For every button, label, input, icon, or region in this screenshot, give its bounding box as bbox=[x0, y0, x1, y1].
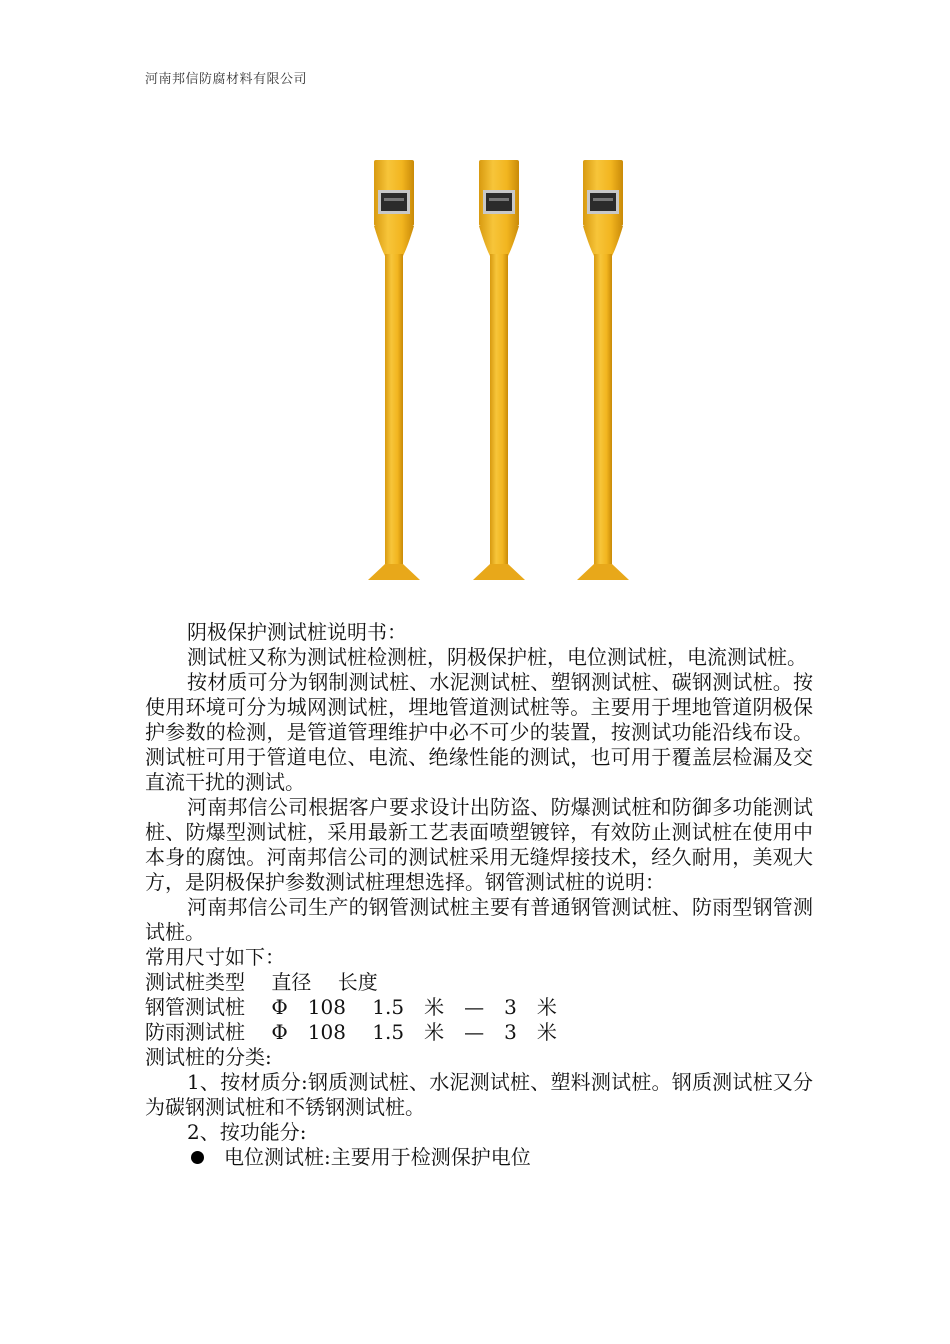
sizes-table-header: 测试桩类型 直径 长度 bbox=[145, 970, 378, 994]
classification-by-material: 1、按材质分:钢质测试桩、水泥测试桩、塑料测试桩。钢质测试桩又分为碳钢测试桩和不锈钢测试桩。 bbox=[145, 1070, 813, 1119]
sizes-row-rainproof: 防雨测试桩 Φ 108 1.5 米 — 3 米 bbox=[145, 1020, 557, 1044]
classification-by-function: 2、按功能分: bbox=[187, 1120, 307, 1144]
bullet-dot-icon bbox=[191, 1151, 204, 1164]
bullet-item bbox=[145, 1145, 813, 1170]
bullet-item-text: 电位测试桩:主要用于检测保护电位 bbox=[224, 1145, 531, 1169]
test-post-3 bbox=[577, 160, 629, 580]
paragraph-company-products: 河南邦信公司根据客户要求设计出防盗、防爆测试桩和防御多功能测试桩、防爆型测试桩，采用最新工艺表面喷塑镀锌，有效防止测试桩在使用中本身的腐蚀。河南邦信公司的测试桩采用无缝焊接技术，经久耐用，美观大方，是阴极保护参数测试桩理想选择。钢管测试桩的说明： bbox=[145, 795, 813, 894]
document-title: 阴极保护测试桩说明书： bbox=[187, 620, 407, 644]
test-post-2 bbox=[473, 160, 525, 580]
document-body bbox=[145, 620, 813, 1170]
page-header-company: 河南邦信防腐材料有限公司 bbox=[145, 72, 308, 87]
paragraph-steel-pipe-types: 河南邦信公司生产的钢管测试桩主要有普通钢管测试桩、防雨型钢管测试桩。 bbox=[145, 895, 813, 944]
classification-heading: 测试桩的分类: bbox=[145, 1045, 272, 1069]
sizes-row-steel: 钢管测试桩 Φ 108 1.5 米 — 3 米 bbox=[145, 995, 557, 1019]
sizes-heading: 常用尺寸如下： bbox=[145, 945, 285, 969]
test-post-photo bbox=[350, 155, 650, 595]
paragraph-material-types: 按材质可分为钢制测试桩、水泥测试桩、塑钢测试桩、碳钢测试桩。按使用环境可分为城网测试桩，埋地管道测试桩等。主要用于埋地管道阴极保护参数的检测，是管道管理维护中必不可少的装置，按测试功能沿线布设。测试桩可用于管道电位、电流、绝缘性能的测试，也可用于覆盖层检漏及交直流干扰的测试。 bbox=[145, 670, 813, 794]
paragraph-definition: 测试桩又称为测试桩检测桩，阴极保护桩，电位测试桩，电流测试桩。 bbox=[187, 645, 807, 669]
test-post-1 bbox=[368, 160, 420, 580]
